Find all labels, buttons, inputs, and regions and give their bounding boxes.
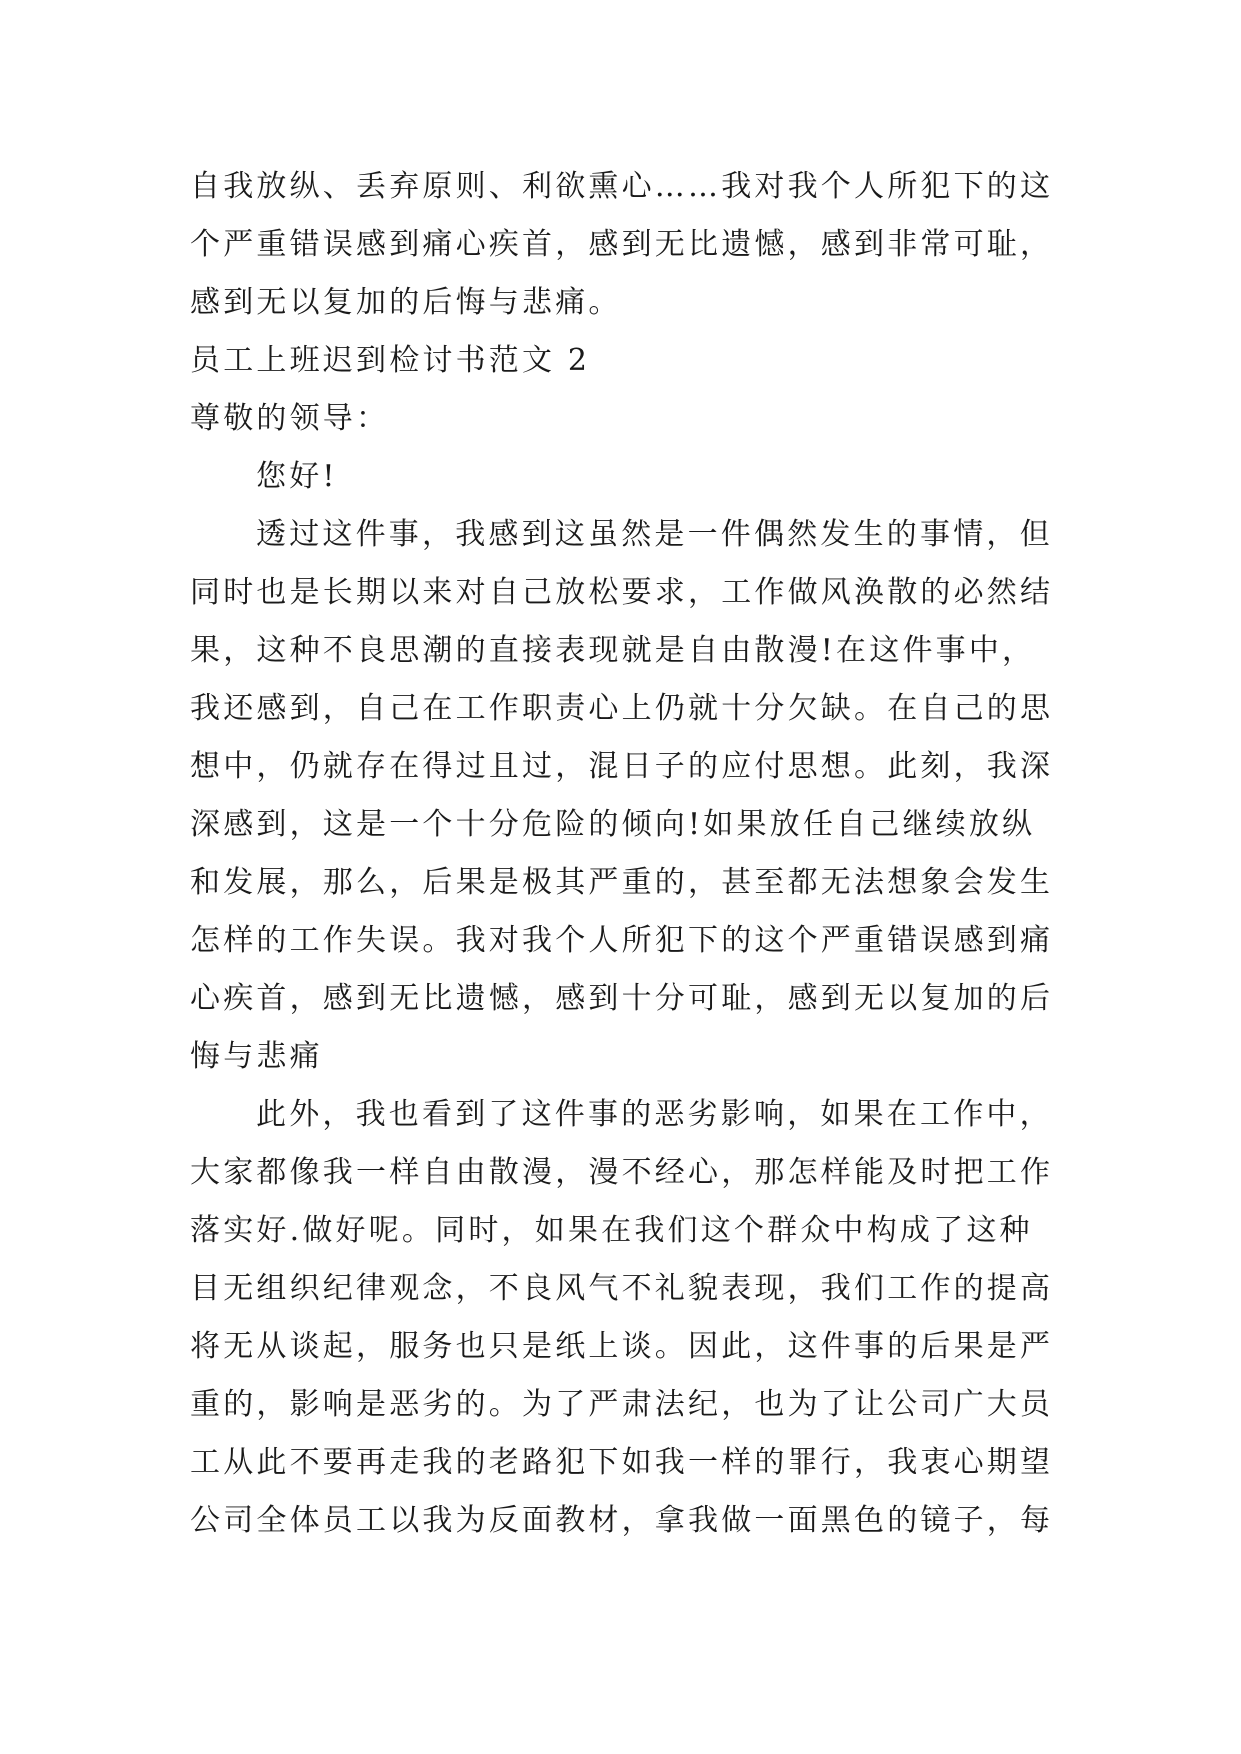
- text-line: 将无从谈起，服务也只是纸上谈。因此，这件事的后果是严: [190, 1329, 1054, 1364]
- document-greeting: [190, 448, 1090, 506]
- document-salutation: [190, 390, 1090, 448]
- text-line: 此外，我也看到了这件事的恶劣影响，如果在工作中，: [256, 1097, 1053, 1132]
- text-line: 个严重错误感到痛心疾首，感到无比遗憾，感到非常可耻，: [190, 227, 1054, 262]
- document-paragraph: [190, 1086, 1090, 1550]
- text-line: 目无组织纪律观念，不良风气不礼貌表现，我们工作的提高: [190, 1271, 1054, 1306]
- text-line: 我还感到，自己在工作职责心上仍就十分欠缺。在自己的思: [190, 691, 1054, 726]
- text-line: 公司全体员工以我为反面教材，拿我做一面黑色的镜子，每: [190, 1503, 1054, 1538]
- text-line: 想中，仍就存在得过且过，混日子的应付思想。此刻，我深: [190, 749, 1054, 784]
- text-line: 重的，影响是恶劣的。为了严肃法纪，也为了让公司广大员: [190, 1387, 1054, 1422]
- text-line: 尊敬的领导：: [190, 401, 390, 436]
- text-line: 员工上班迟到检讨书范文 2: [190, 343, 591, 378]
- text-line: 工从此不要再走我的老路犯下如我一样的罪行，我衷心期望: [190, 1445, 1054, 1480]
- text-line: 心疾首，感到无比遗憾，感到十分可耻，感到无以复加的后: [190, 981, 1054, 1016]
- text-line: 和发展，那么，后果是极其严重的，甚至都无法想象会发生: [190, 865, 1054, 900]
- text-line: 感到无以复加的后悔与悲痛。: [190, 285, 622, 320]
- text-line: 自我放纵、丢弃原则、利欲熏心……我对我个人所犯下的这: [190, 169, 1054, 204]
- text-line: 悔与悲痛: [190, 1039, 323, 1074]
- text-line: 您好!: [256, 459, 338, 494]
- text-line: 同时也是长期以来对自己放松要求，工作做风涣散的必然结: [190, 575, 1054, 610]
- document-body: [190, 158, 1090, 1550]
- text-line: 怎样的工作失误。我对我个人所犯下的这个严重错误感到痛: [190, 923, 1054, 958]
- document-paragraph: [190, 506, 1090, 1086]
- text-line: 落实好.做好呢。同时，如果在我们这个群众中构成了这种: [190, 1213, 1033, 1248]
- document-heading: [190, 332, 1090, 390]
- text-line: 果，这种不良思潮的直接表现就是自由散漫!在这件事中，: [190, 633, 1036, 668]
- text-line: 大家都像我一样自由散漫，漫不经心，那怎样能及时把工作: [190, 1155, 1054, 1190]
- text-line: 透过这件事，我感到这虽然是一件偶然发生的事情，但: [256, 517, 1053, 552]
- document-paragraph: [190, 158, 1090, 332]
- text-line: 深感到，这是一个十分危险的倾向!如果放任自己继续放纵: [190, 807, 1036, 842]
